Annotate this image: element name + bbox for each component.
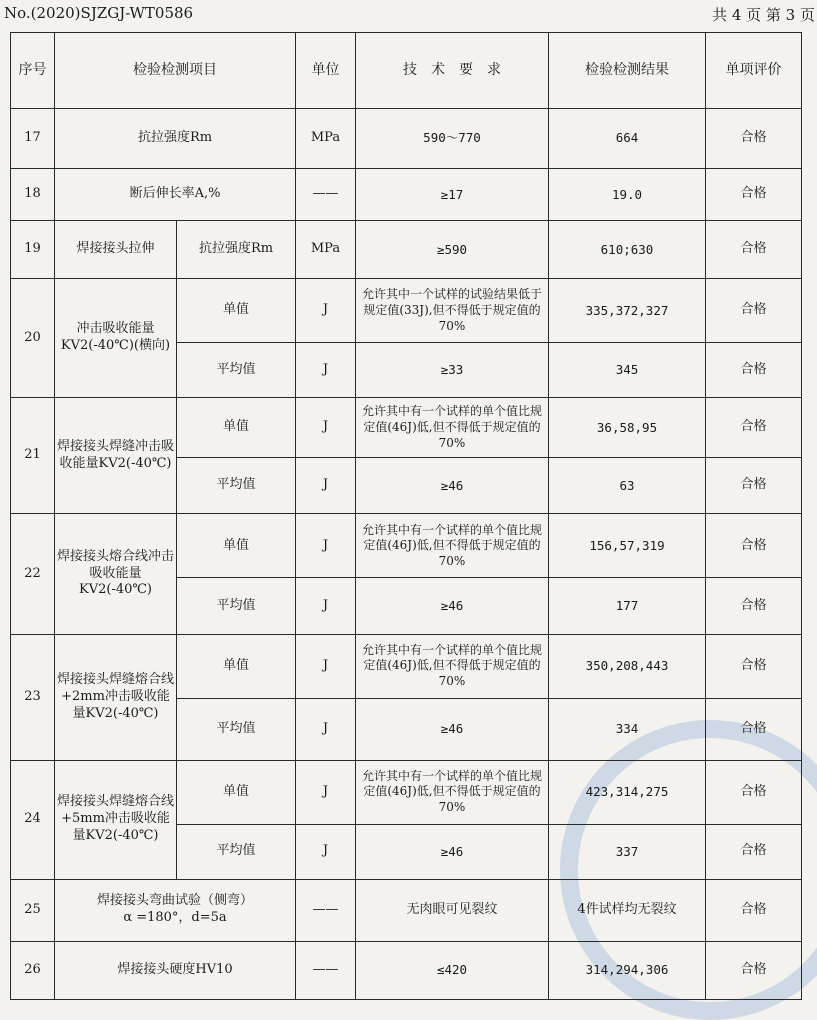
sub-item-cell: 平均值 [177, 578, 296, 634]
req-cell: ≥46 [356, 698, 549, 760]
item-cell: 焊接接头熔合线冲击吸收能量KV2(-40℃) [55, 514, 177, 634]
result-cell: 36,58,95 [549, 398, 706, 458]
result-cell: 423,314,275 [549, 760, 706, 824]
req-cell: 590～770 [356, 109, 549, 169]
req-cell: 允许其中有一个试样的单个值比规定值(46J)低,但不得低于规定值的70% [356, 760, 549, 824]
eval-cell: 合格 [706, 824, 802, 879]
item-cell: 断后伸长率A,% [55, 169, 296, 221]
unit-cell: MPa [296, 221, 356, 279]
result-cell: 314,294,306 [549, 941, 706, 999]
sub-item-cell: 单值 [177, 514, 296, 578]
item-cell: 焊接接头焊缝冲击吸收能量KV2(-40℃) [55, 398, 177, 514]
unit-cell: J [296, 343, 356, 398]
col-seq-header: 序号 [11, 33, 55, 109]
table-row [11, 109, 802, 169]
result-cell: 4件试样均无裂纹 [549, 879, 706, 941]
unit-cell: J [296, 698, 356, 760]
table-row [11, 514, 802, 578]
result-cell: 610;630 [549, 221, 706, 279]
req-cell: ≤420 [356, 941, 549, 999]
result-cell: 63 [549, 458, 706, 514]
item-cell [55, 879, 296, 941]
req-cell: ≥46 [356, 824, 549, 879]
req-cell: ≥46 [356, 458, 549, 514]
col-item-header: 检验检测项目 [55, 33, 296, 109]
col-req-header: 技 术 要 求 [356, 33, 549, 109]
result-cell: 664 [549, 109, 706, 169]
table-row [11, 941, 802, 999]
sub-item-cell: 平均值 [177, 458, 296, 514]
item-cell: 焊接接头焊缝熔合线+2mm冲击吸收能量KV2(-40℃) [55, 634, 177, 760]
table-row [11, 760, 802, 824]
req-cell: ≥46 [356, 578, 549, 634]
sub-item-cell: 单值 [177, 760, 296, 824]
col-unit-header: 单位 [296, 33, 356, 109]
unit-cell: J [296, 634, 356, 698]
seq-cell: 24 [11, 760, 55, 879]
table-row [11, 634, 802, 698]
eval-cell: 合格 [706, 221, 802, 279]
unit-cell: —— [296, 169, 356, 221]
eval-cell: 合格 [706, 634, 802, 698]
seq-cell: 26 [11, 941, 55, 999]
unit-cell: J [296, 578, 356, 634]
seq-cell: 21 [11, 398, 55, 514]
unit-cell: J [296, 458, 356, 514]
result-cell: 156,57,319 [549, 514, 706, 578]
report-number: No.(2020)SJZGJ-WT0586 [4, 4, 194, 22]
eval-cell: 合格 [706, 879, 802, 941]
sub-item-cell: 抗拉强度Rm [177, 221, 296, 279]
item-cell: 焊接接头拉伸 [55, 221, 177, 279]
unit-cell: J [296, 398, 356, 458]
seq-cell: 25 [11, 879, 55, 941]
eval-cell: 合格 [706, 458, 802, 514]
table-row [11, 398, 802, 458]
seq-cell: 20 [11, 279, 55, 398]
sub-item-cell: 平均值 [177, 343, 296, 398]
table-row [11, 169, 802, 221]
result-cell: 350,208,443 [549, 634, 706, 698]
req-cell: 允许其中有一个试样的单个值比规定值(46J)低,但不得低于规定值的70% [356, 398, 549, 458]
header-row [11, 33, 802, 109]
table-row [11, 221, 802, 279]
sub-item-cell: 单值 [177, 634, 296, 698]
eval-cell: 合格 [706, 109, 802, 169]
unit-cell: —— [296, 941, 356, 999]
unit-cell: J [296, 760, 356, 824]
unit-cell: J [296, 514, 356, 578]
seq-cell: 19 [11, 221, 55, 279]
unit-cell: MPa [296, 109, 356, 169]
result-cell: 19.0 [549, 169, 706, 221]
sub-item-cell: 单值 [177, 279, 296, 343]
result-cell: 345 [549, 343, 706, 398]
eval-cell: 合格 [706, 514, 802, 578]
item-line-2: α =180°，d=5a [123, 910, 227, 926]
col-result-header: 检验检测结果 [549, 33, 706, 109]
item-cell: 焊接接头焊缝熔合线+5mm冲击吸收能量KV2(-40℃) [55, 760, 177, 879]
eval-cell: 合格 [706, 398, 802, 458]
req-cell: 允许其中一个试样的试验结果低于规定值(33J),但不得低于规定值的70% [356, 279, 549, 343]
result-cell: 177 [549, 578, 706, 634]
col-eval-header: 单项评价 [706, 33, 802, 109]
seq-cell: 22 [11, 514, 55, 634]
req-cell: ≥17 [356, 169, 549, 221]
result-cell: 337 [549, 824, 706, 879]
item-line-1: 焊接接头弯曲试验（侧弯） [96, 893, 253, 909]
item-cell: 焊接接头硬度HV10 [55, 941, 296, 999]
seq-cell: 18 [11, 169, 55, 221]
req-cell: 允许其中有一个试样的单个值比规定值(46J)低,但不得低于规定值的70% [356, 514, 549, 578]
eval-cell: 合格 [706, 698, 802, 760]
result-cell: 335,372,327 [549, 279, 706, 343]
table-row [11, 279, 802, 343]
eval-cell: 合格 [706, 760, 802, 824]
page-info: 共 4 页 第 3 页 [712, 6, 815, 24]
req-cell: 允许其中有一个试样的单个值比规定值(46J)低,但不得低于规定值的70% [356, 634, 549, 698]
eval-cell: 合格 [706, 279, 802, 343]
item-cell: 冲击吸收能量KV2(-40℃)(横向) [55, 279, 177, 398]
eval-cell: 合格 [706, 169, 802, 221]
item-cell: 抗拉强度Rm [55, 109, 296, 169]
sub-item-cell: 单值 [177, 398, 296, 458]
eval-cell: 合格 [706, 941, 802, 999]
sub-item-cell: 平均值 [177, 824, 296, 879]
req-cell: 无肉眼可见裂纹 [356, 879, 549, 941]
req-cell: ≥33 [356, 343, 549, 398]
seq-cell: 17 [11, 109, 55, 169]
eval-cell: 合格 [706, 578, 802, 634]
req-cell: ≥590 [356, 221, 549, 279]
unit-cell: J [296, 824, 356, 879]
table-row [11, 879, 802, 941]
eval-cell: 合格 [706, 343, 802, 398]
sub-item-cell: 平均值 [177, 698, 296, 760]
result-cell: 334 [549, 698, 706, 760]
unit-cell: J [296, 279, 356, 343]
seq-cell: 23 [11, 634, 55, 760]
inspection-results-table [10, 32, 802, 1000]
unit-cell: —— [296, 879, 356, 941]
